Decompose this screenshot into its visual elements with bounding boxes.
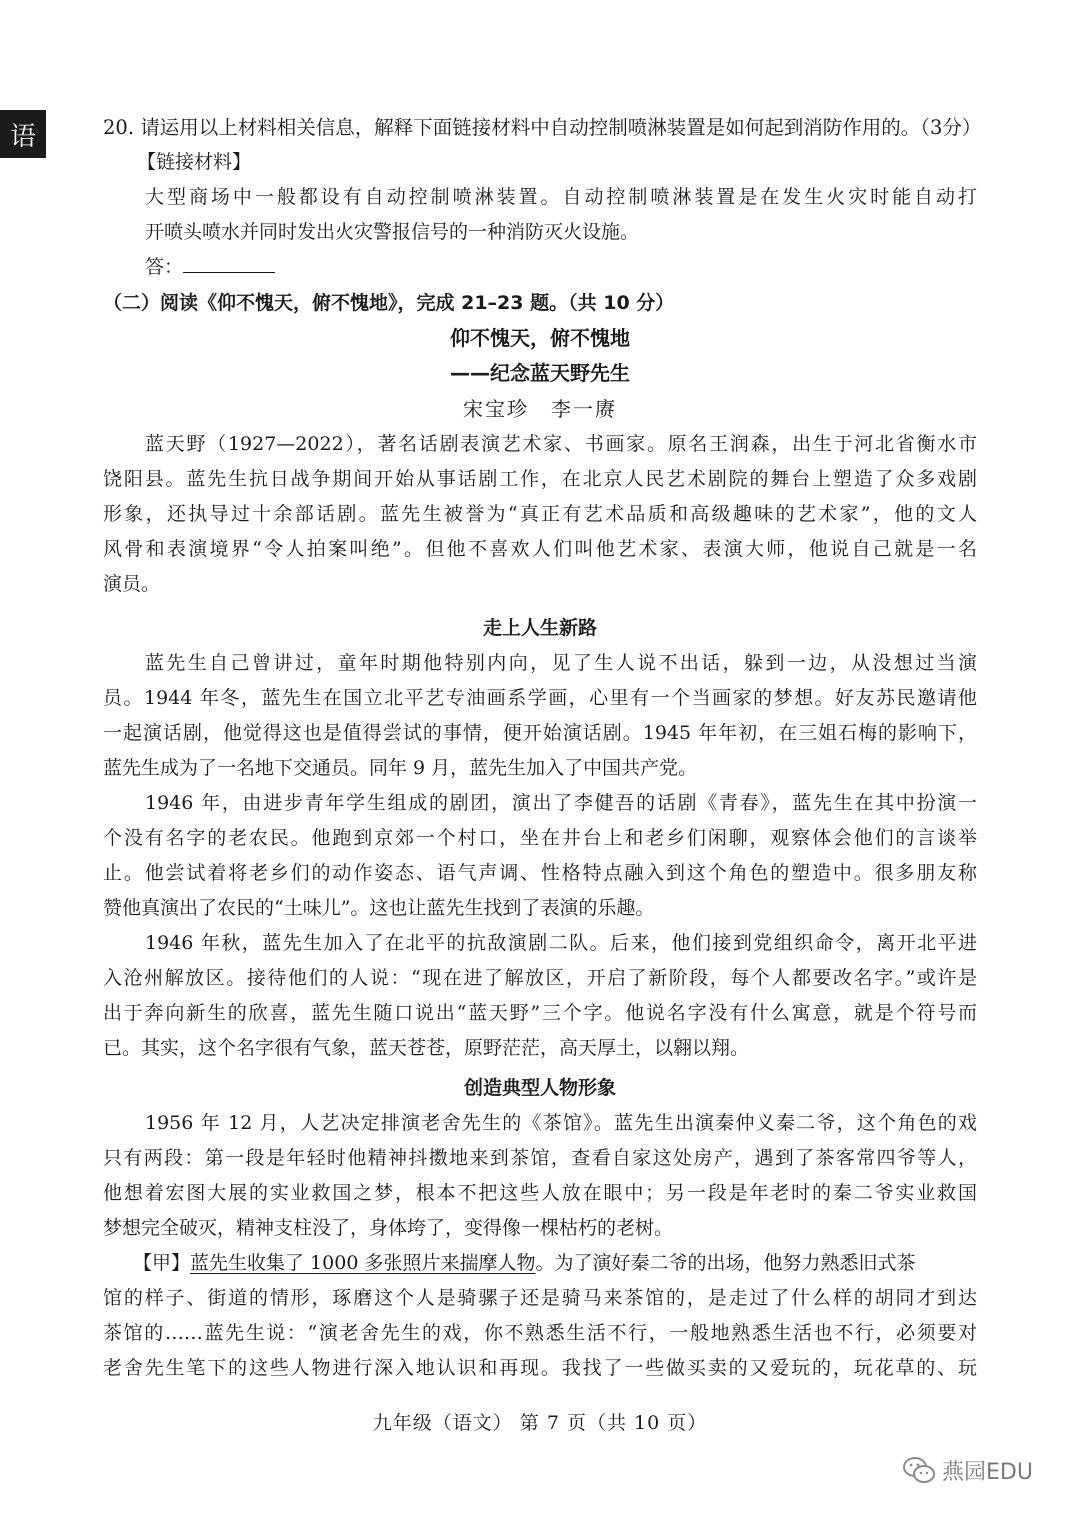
wechat-icon [902,1455,936,1485]
watermark [902,1450,1033,1490]
article-authors: 宋宝珍 李一赓 [463,397,617,421]
material-line: 开喷头喷水并同时发出火灾警报信号的一种消防灭火设施。 [145,221,640,243]
paragraph-line: 蓝先生自己曾讲过，童年时期他特别内向，见了生人说不出话，躲到一边，从没想过当演 [145,652,977,674]
underlined-sentence: 蓝先生收集了 1000 多张照片来揣摩人物 [190,1252,536,1274]
paragraph-line: 一起演话剧，他觉得这也是值得尝试的事情，便开始演话剧。1945 年年初，在三姐石梅的影响下， [103,722,977,744]
watermark-text: 燕园EDU [942,1459,1033,1485]
paragraph-line: 梦想完全破灭，精神支柱没了，身体垮了，变得像一棵枯朽的老树。 [103,1217,674,1239]
paragraph-line: 饶阳县。蓝先生抗日战争期间开始从事话剧工作，在北京人民艺术剧院的舞台上塑造了众多戏剧 [103,468,977,490]
answer-label: 答： [145,256,184,278]
article-title: 仰不愧天，俯不愧地 [450,326,630,350]
paragraph-line: 个没有名字的老农民。他跑到京郊一个村口，坐在井台上和老乡们闲聊，观察体会他们的言谈举 [103,827,977,849]
paragraph-line: 风骨和表演境界“令人拍案叫绝”。但他不喜欢人们叫他艺术家、表演大师，他说自己就是一名 [103,538,977,560]
material-label: 【链接材料】 [137,151,252,173]
paragraph-line: 只有两段：第一段是年轻时他精神抖擞地来到茶馆，查看自家这处房产，遇到了茶客常四爷等人， [103,1147,977,1169]
paragraph [103,646,977,786]
paragraph [103,786,977,926]
paragraph-line: 出于奔向新生的欣喜，蓝先生随口说出“蓝天野”三个字。他说名字没有什么寓意，就是个符号而 [103,1002,977,1024]
section-heading: （二）阅读《仰不愧天，俯不愧地》，完成 21–23 题。（共 10 分） [103,292,675,314]
answer-row [103,250,977,285]
paragraph [103,1106,977,1246]
paragraph-line: 止。他尝试着将老乡们的动作姿态、语气声调、性格特点融入到这个角色的塑造中。很多朋友称 [103,862,977,884]
paragraph-line [103,1246,977,1281]
paragraph-line: 赞他真演出了农民的“土味儿”。这也让蓝先生找到了表演的乐趣。 [103,897,655,919]
article-subtitle: ——纪念蓝天野先生 [450,361,630,385]
section-title: 走上人生新路 [482,617,597,639]
paragraph-line: 蓝天野（1927—2022），著名话剧表演艺术家、书画家。原名王润森，出生于河北省衡水市 [145,433,977,455]
line-rest: 。为了演好秦二爷的出场，他努力熟悉旧式茶 [535,1252,916,1274]
paragraph-line: 老舍先生笔下的这些人物进行深入地认识和再现。我找了一些做买卖的又爱玩的，玩花草的、玩 [103,1357,977,1379]
paragraph-line: 入沧州解放区。接待他们的人说：“现在进了解放区，开启了新阶段，每个人都要改名字。”或许是 [103,967,977,989]
page-footer: 九年级（语文） 第 7 页（共 10 页） [372,1412,708,1434]
intro-paragraph [103,427,977,602]
paragraph-line: 1946 年，由进步青年学生组成的剧团，演出了李健吾的话剧《青春》，蓝先生在其中扮演一 [145,792,977,814]
paragraph-line: 茶馆的……蓝先生说：“演老舍先生的戏，你不熟悉生活不行，一般地熟悉生活也不行，必须要对 [103,1322,977,1344]
subject-tab-label: 语 [9,121,36,152]
paragraph-line: 1956 年 12 月，人艺决定排演老舍先生的《茶馆》。蓝先生出演秦仲义秦二爷，这个角色的戏 [145,1112,977,1134]
question-20: 20. 请运用以上材料相关信息，解释下面链接材料中自动控制喷淋装置是如何起到消防作用的。（3分） [103,116,982,139]
paragraph-line: 已。其实，这个名字很有气象，蓝天苍苍，原野茫茫，高天厚土，以翱以翔。 [103,1037,750,1059]
mark-jia: 【甲】 [133,1252,191,1274]
paragraph-line: 演员。 [103,573,161,595]
paragraph-line: 1946 年秋，蓝先生加入了在北平的抗敌演剧二队。后来，他们接到党组织命令，离开北平进 [145,932,977,954]
page-content [103,110,982,1386]
paragraph-line: 馆的样子、街道的情形，琢磨这个人是骑骡子还是骑马来茶馆的，是走过了什么样的胡同才到达 [103,1287,977,1309]
material-line: 大型商场中一般都设有自动控制喷淋装置。自动控制喷淋装置是在发生火灾时能自动打 [145,186,977,208]
paragraph-line: 员。1944 年冬，蓝先生在国立北平艺专油画系学画，心里有一个当画家的梦想。好友苏民邀请他 [103,687,977,709]
paragraph [103,926,977,1066]
paragraph-jia [103,1246,977,1386]
subject-tab [0,110,46,158]
paragraph-line: 他想着宏图大展的实业救国之梦，根本不把这些人放在眼中；另一段是年老时的秦二爷实业救国 [103,1182,977,1204]
paragraph-line: 形象，还执导过十余部话剧。蓝先生被誉为“真正有艺术品质和高级趣味的艺术家”，他的文人 [103,503,977,525]
answer-blank[interactable] [183,254,275,273]
section-title: 创造典型人物形象 [463,1077,616,1099]
paragraph-line: 蓝先生成为了一名地下交通员。同年 9 月，蓝先生加入了中国共产党。 [103,757,698,779]
